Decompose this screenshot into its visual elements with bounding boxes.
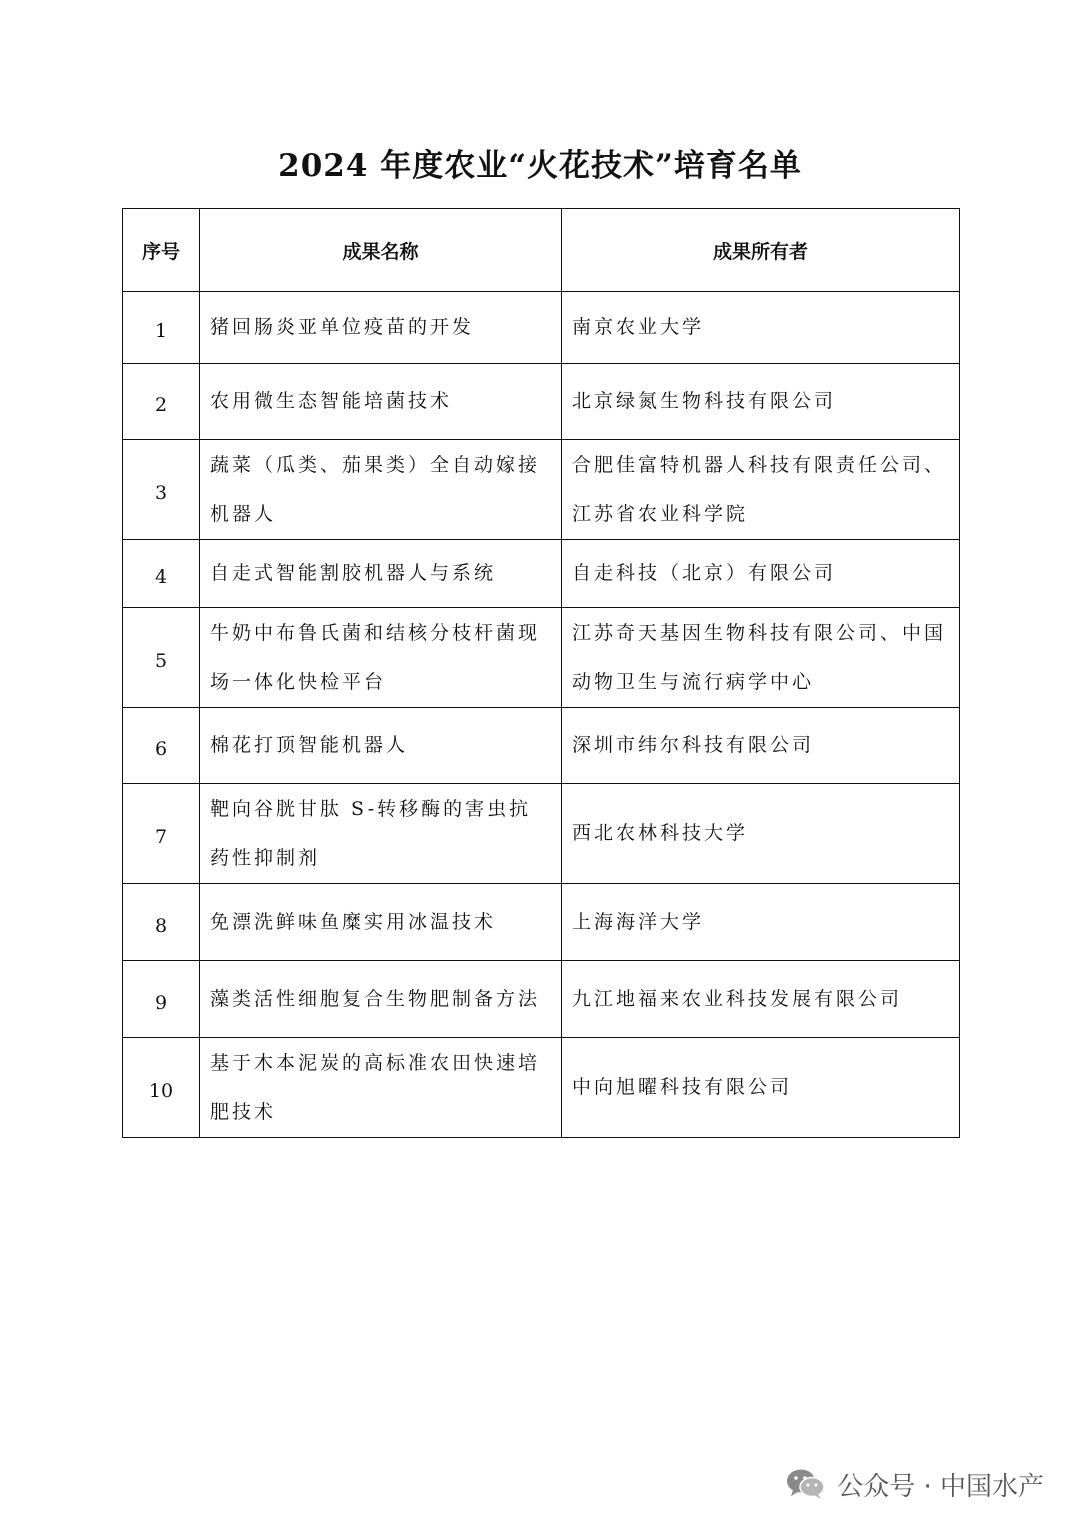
row-owner: 自走科技（北京）有限公司 [562,540,960,608]
table-header-row [123,209,960,292]
row-name: 猪回肠炎亚单位疫苗的开发 [200,292,562,364]
watermark-label: 公众号 · 中国水产 [837,1471,1044,1502]
wechat-icon [785,1467,827,1501]
row-number: 9 [123,961,200,1038]
row-owner: 合肥佳富特机器人科技有限责任公司、江苏省农业科学院 [562,440,960,540]
row-number: 1 [123,292,200,364]
row-owner: 九江地福来农业科技发展有限公司 [562,961,960,1038]
row-name: 自走式智能割胶机器人与系统 [200,540,562,608]
row-owner: 北京绿氮生物科技有限公司 [562,364,960,440]
row-number: 7 [123,784,200,884]
watermark [785,1462,1044,1506]
table-row [123,540,960,608]
row-number: 3 [123,440,200,540]
header-owner: 成果所有者 [562,209,960,292]
results-table [122,208,960,1138]
table-row [123,784,960,884]
row-owner: 江苏奇天基因生物科技有限公司、中国动物卫生与流行病学中心 [562,608,960,708]
row-owner: 中向旭曜科技有限公司 [562,1038,960,1138]
header-achievement-name: 成果名称 [200,209,562,292]
row-name: 靶向谷胱甘肽 S-转移酶的害虫抗药性抑制剂 [200,784,562,884]
row-owner: 上海海洋大学 [562,884,960,961]
row-owner: 西北农林科技大学 [562,784,960,884]
table-row [123,708,960,784]
row-number: 5 [123,608,200,708]
row-number: 2 [123,364,200,440]
row-name: 蔬菜（瓜类、茄果类）全自动嫁接机器人 [200,440,562,540]
header-number: 序号 [123,209,200,292]
table-row [123,884,960,961]
row-number: 6 [123,708,200,784]
row-name: 棉花打顶智能机器人 [200,708,562,784]
table-row [123,608,960,708]
row-name: 农用微生态智能培菌技术 [200,364,562,440]
row-number: 10 [123,1038,200,1138]
table-row [123,961,960,1038]
table-row [123,440,960,540]
page-title: 2024 年度农业“火花技术”培育名单 [278,148,802,184]
row-name: 基于木本泥炭的高标准农田快速培肥技术 [200,1038,562,1138]
row-name: 免漂洗鲜味鱼糜实用冰温技术 [200,884,562,961]
row-name: 藻类活性细胞复合生物肥制备方法 [200,961,562,1038]
row-number: 8 [123,884,200,961]
table-row [123,1038,960,1138]
row-owner: 深圳市纬尔科技有限公司 [562,708,960,784]
table-row [123,292,960,364]
row-name: 牛奶中布鲁氏菌和结核分枝杆菌现场一体化快检平台 [200,608,562,708]
row-owner: 南京农业大学 [562,292,960,364]
row-number: 4 [123,540,200,608]
table-row [123,364,960,440]
